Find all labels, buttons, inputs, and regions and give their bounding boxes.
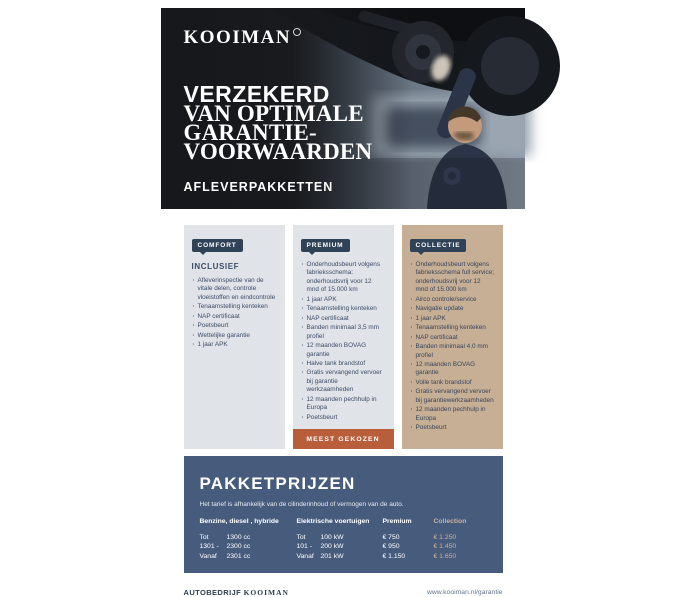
headline-line-1: VERZEKERD xyxy=(183,81,330,107)
list-item: · Poetsbeurt xyxy=(192,322,277,330)
card-heading-inclusief: INCLUSIEF xyxy=(191,262,240,271)
footer-brand xyxy=(184,588,289,597)
list-item: · 1 jaar APK xyxy=(192,341,277,349)
table-row-cell xyxy=(200,534,297,541)
collectie-feature-list xyxy=(410,261,495,433)
headline-line-4: VOORWAARDEN xyxy=(183,139,373,164)
list-item: · Banden minimaal 4,0 mm profiel xyxy=(410,343,495,360)
column-header-fuel: Benzine, diesel , hybride xyxy=(199,518,279,526)
collection-price: € 1.650 xyxy=(433,552,457,560)
badge-premium: PREMIUM xyxy=(301,239,350,252)
fuel-range-label: Vanaf xyxy=(199,552,217,560)
brand-logo xyxy=(184,28,302,47)
premium-price: € 950 xyxy=(382,543,400,551)
price-table xyxy=(200,518,487,560)
collection-price: € 1.450 xyxy=(433,543,457,551)
brand-logo-text: KOOIMAN xyxy=(183,27,292,48)
content-column xyxy=(161,0,525,597)
list-item: · Gratis vervangend vervoer bij garantie werkzaamheden xyxy=(301,369,386,394)
package-card-comfort xyxy=(184,225,285,449)
ev-range-value: 100 kW xyxy=(320,533,344,541)
table-row-cell xyxy=(297,534,383,541)
list-item: · Banden minimaal 3,5 mm profiel xyxy=(301,324,386,341)
hero-headline xyxy=(183,81,373,164)
price-panel-subtitle: Het tarief is afhankelijk van de cilinderinhoud of vermogen van de auto. xyxy=(199,501,404,509)
package-cards xyxy=(161,209,525,449)
headline-line-2: VAN OPTIMALE xyxy=(183,101,364,126)
column-header-premium: Premium xyxy=(382,518,412,526)
list-item: · 1 jaar APK xyxy=(410,315,495,323)
collection-price: € 1.250 xyxy=(433,533,457,541)
price-panel xyxy=(184,456,503,573)
list-item: · Poetsbeurt xyxy=(410,424,495,432)
table-row-cell xyxy=(297,543,383,550)
page-footer xyxy=(161,573,525,597)
hero-banner xyxy=(161,8,525,209)
list-item: · Onderhoudsbeurt volgens fabrieksschema full service; onderhoudsvrij voor 12 mnd of 15.000 km xyxy=(410,261,495,295)
headline-line-3: GARANTIE- xyxy=(183,120,317,145)
column-header-collection: Collection xyxy=(433,518,467,526)
package-card-collectie xyxy=(402,225,503,449)
list-item: · NAP certificaat xyxy=(192,313,277,321)
list-item: · Tenaamstelling kenteken xyxy=(301,305,386,313)
ev-range-value: 201 kW xyxy=(320,552,344,560)
fuel-range-value: 2301 cc xyxy=(226,552,251,560)
footer-brand-bold: AUTOBEDRIJF xyxy=(183,587,242,597)
package-card-premium xyxy=(293,225,394,449)
hero-subheadline: AFLEVERPAKKETTEN xyxy=(183,180,334,194)
list-item: · Afleverinspectie van de vitale delen, controle vloeistoffen en eindcontrole xyxy=(192,277,277,302)
footer-brand-serif: KOOIMAN xyxy=(243,587,289,597)
fuel-range-label: Tot xyxy=(199,533,209,541)
fuel-range-label: 1301 - xyxy=(199,543,219,551)
list-item: · NAP certificaat xyxy=(301,315,386,323)
badge-collectie: COLLECTIE xyxy=(410,239,467,252)
comfort-feature-list xyxy=(192,277,277,350)
table-row-cell xyxy=(297,553,383,560)
premium-price: € 1.150 xyxy=(382,552,406,560)
list-item: · Airco controle/service xyxy=(410,296,495,304)
list-item: · 12 maanden BOVAG garantie xyxy=(301,342,386,359)
list-item: · 12 maanden pechhulp in Europa xyxy=(301,396,386,413)
most-chosen-button[interactable]: MEEST GEKOZEN xyxy=(293,429,394,449)
list-item: · Volle tank brandstof xyxy=(410,379,495,387)
table-row-cell xyxy=(200,543,297,550)
column-header-electric: Elektrische voertuigen xyxy=(296,518,370,526)
ev-range-label: Tot xyxy=(296,533,306,541)
table-row-cell xyxy=(200,553,297,560)
list-item: · Tenaamstelling kenteken xyxy=(192,303,277,311)
list-item: · Onderhoudsbeurt volgens fabrieksschema: onderhoudsvrij voor 12 mnd of 15.000 km xyxy=(301,261,386,295)
ev-range-label: 101 - xyxy=(296,543,312,551)
ev-range-value: 200 kW xyxy=(320,543,344,551)
list-item: · Poetsbeurt xyxy=(301,414,386,422)
list-item: · Navigatie update xyxy=(410,305,495,313)
list-item: · Gratis vervangend vervoer bij garantiewerkzaamheden xyxy=(410,388,495,405)
list-item: · 12 maanden BOVAG garantie xyxy=(410,361,495,378)
ev-range-label: Vanaf xyxy=(296,552,314,560)
list-item: · 1 jaar APK xyxy=(301,296,386,304)
list-item: · 12 maanden pechhulp in Europa xyxy=(410,406,495,423)
premium-price: € 750 xyxy=(382,533,400,541)
footer-url-link[interactable]: www.kooiman.nl/garantie xyxy=(426,588,503,596)
price-panel-title: PAKKETPRIJZEN xyxy=(199,474,356,494)
badge-comfort: COMFORT xyxy=(192,239,243,252)
list-item: · Tenaamstelling kenteken xyxy=(410,324,495,332)
registered-mark-icon xyxy=(293,28,301,36)
list-item: · Halve tank brandstof xyxy=(301,360,386,368)
fuel-range-value: 2300 cc xyxy=(226,543,251,551)
list-item: · NAP certificaat xyxy=(410,334,495,342)
list-item: · Wettelijke garantie xyxy=(192,332,277,340)
premium-feature-list xyxy=(301,261,386,422)
fuel-range-value: 1300 cc xyxy=(226,533,251,541)
